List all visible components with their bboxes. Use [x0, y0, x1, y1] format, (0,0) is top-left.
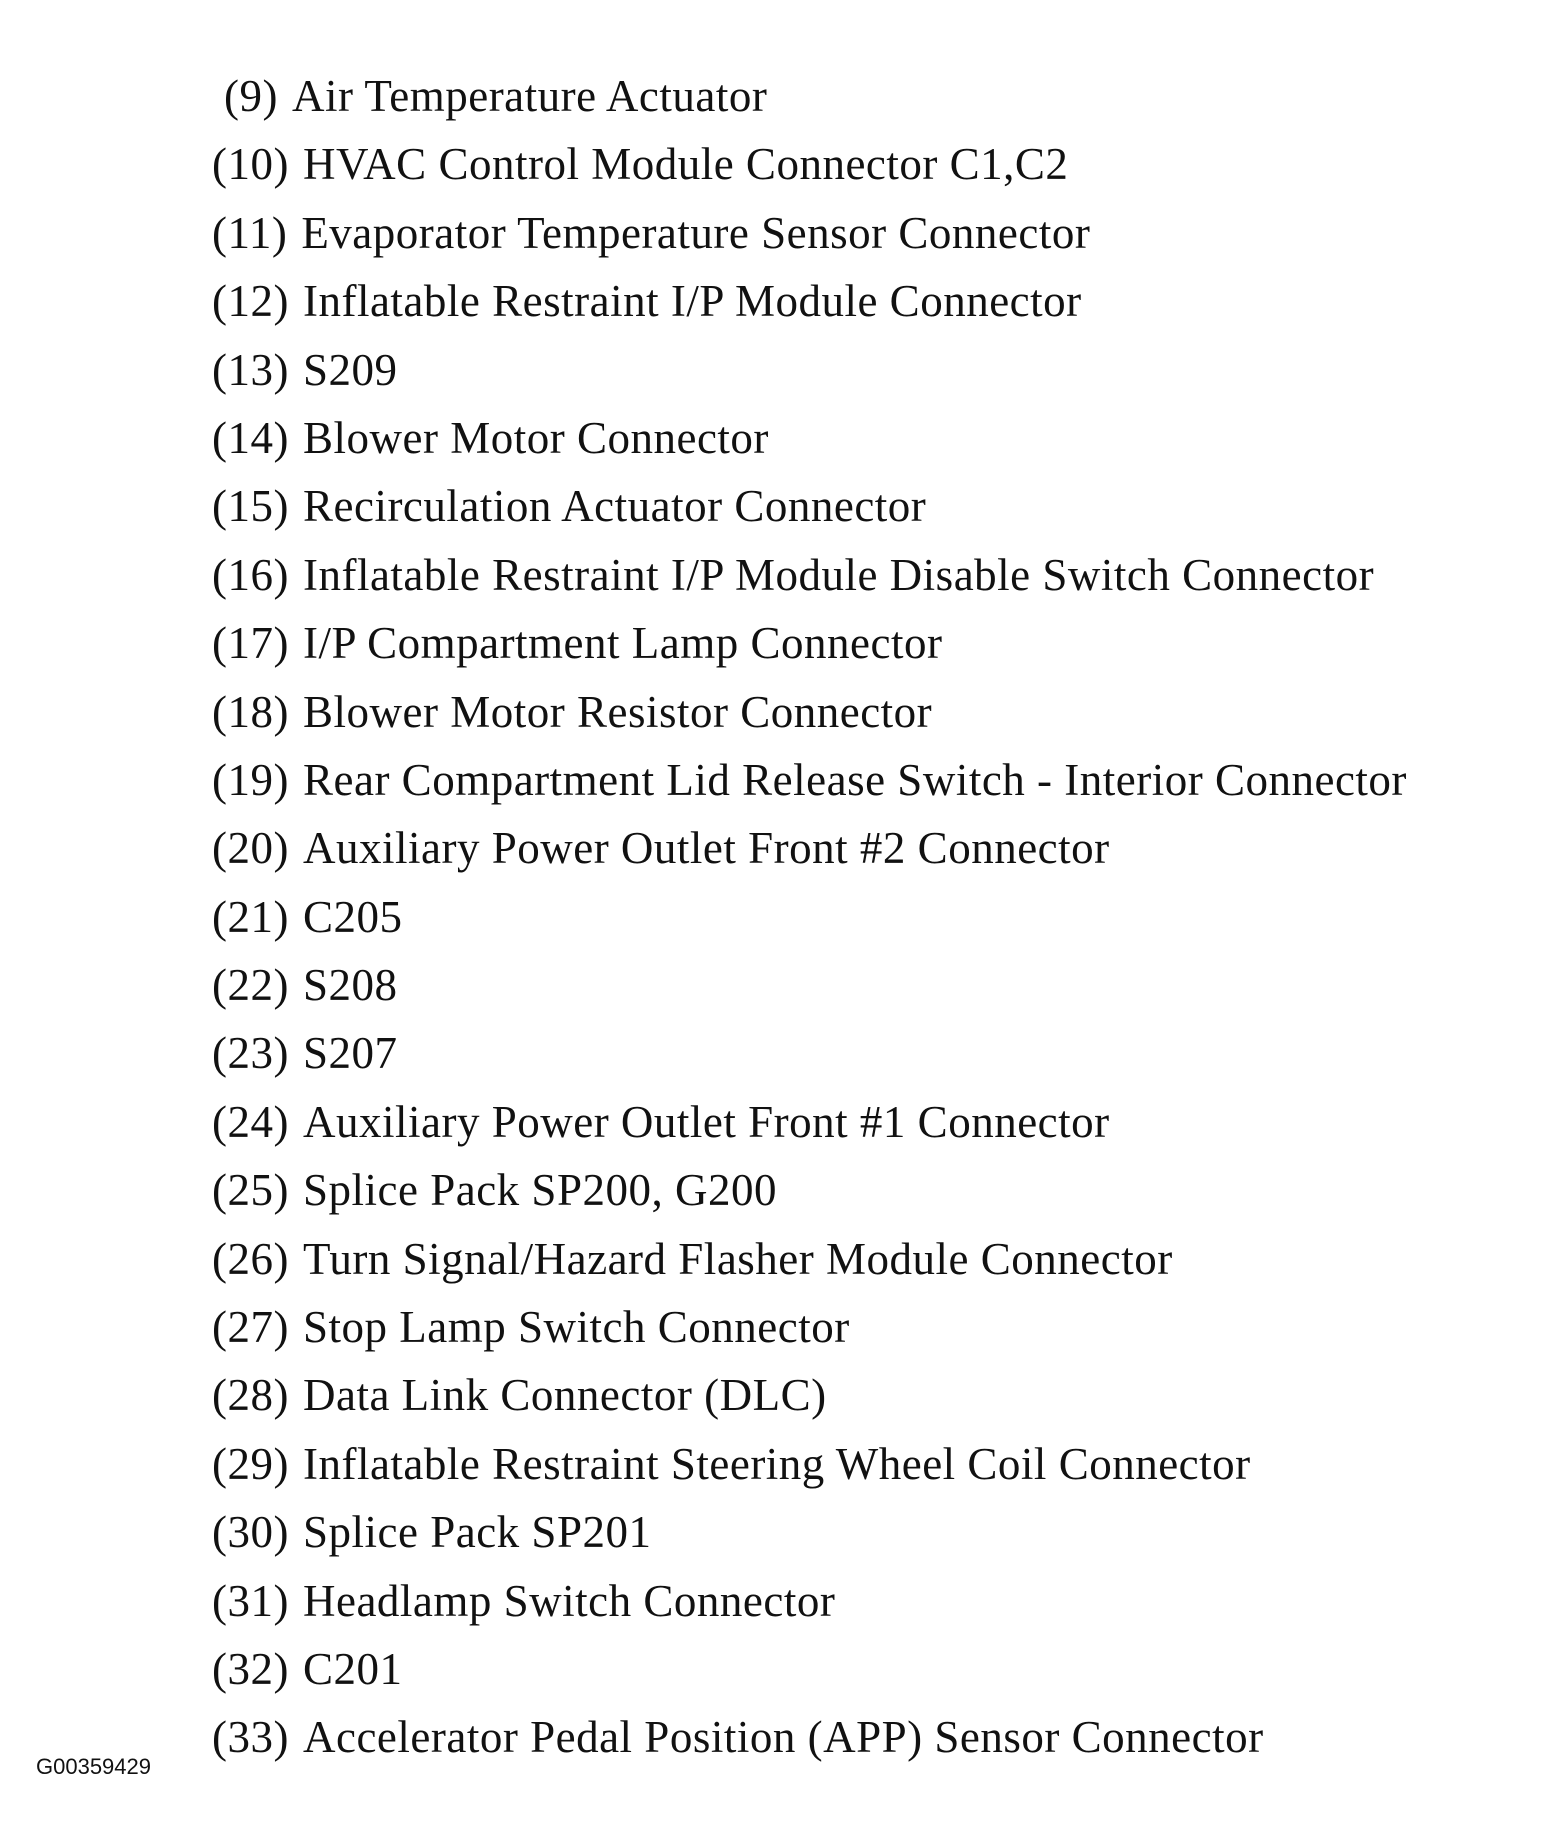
- legend-item-number: (17): [212, 618, 289, 669]
- legend-item-label: Auxiliary Power Outlet Front #1 Connector: [302, 1096, 1110, 1147]
- legend-item-number: (24): [212, 1096, 289, 1147]
- legend-item: [212, 1019, 1407, 1087]
- legend-item: [212, 130, 1407, 198]
- legend-item-number: (14): [212, 412, 289, 463]
- legend-item-number: (9): [224, 71, 278, 121]
- legend-item: [212, 678, 1407, 746]
- legend-item: [212, 1635, 1407, 1703]
- legend-item-label: Accelerator Pedal Position (APP) Sensor Connector: [302, 1712, 1264, 1763]
- legend-item-number: (26): [212, 1233, 289, 1284]
- legend-item: [212, 1293, 1407, 1361]
- legend-item-label: C205: [302, 891, 403, 942]
- legend-item-number: (20): [212, 823, 289, 874]
- legend-item-label: Rear Compartment Lid Release Switch - Interior Connector: [302, 754, 1407, 805]
- legend-item: [212, 1567, 1407, 1635]
- legend-item: [212, 336, 1407, 404]
- legend-item-label: Splice Pack SP200, G200: [302, 1165, 777, 1216]
- legend-item: [212, 541, 1407, 609]
- legend-item: [212, 267, 1407, 335]
- legend-item: [212, 1225, 1407, 1293]
- legend-item-label: HVAC Control Module Connector C1,C2: [302, 139, 1069, 190]
- legend-item-number: (16): [212, 549, 289, 600]
- legend-item-number: (33): [212, 1712, 289, 1763]
- legend-item: [212, 1156, 1407, 1224]
- legend-item-number: (19): [212, 754, 289, 805]
- legend-item-number: (29): [212, 1438, 289, 1489]
- legend-item-number: (23): [212, 1028, 289, 1079]
- legend-item-number: (11): [212, 207, 288, 258]
- legend-item: [212, 62, 1407, 130]
- legend-item-number: (15): [212, 481, 289, 532]
- legend-item-label: Headlamp Switch Connector: [302, 1575, 836, 1626]
- legend-item: [212, 746, 1407, 814]
- legend-item: [212, 1361, 1407, 1429]
- legend-item-label: S208: [302, 960, 398, 1011]
- legend-item-number: (30): [212, 1507, 289, 1558]
- legend-item-number: (13): [212, 344, 289, 395]
- legend-item: [212, 609, 1407, 677]
- legend-item-number: (21): [212, 891, 289, 942]
- legend-item-label: Data Link Connector (DLC): [302, 1370, 827, 1421]
- legend-item-label: Splice Pack SP201: [302, 1507, 652, 1558]
- legend-item: [212, 1430, 1407, 1498]
- legend-item-label: I/P Compartment Lamp Connector: [302, 618, 943, 669]
- legend-item-label: Stop Lamp Switch Connector: [302, 1302, 850, 1353]
- legend-item-label: Inflatable Restraint I/P Module Connector: [302, 276, 1082, 327]
- legend-item-label: Inflatable Restraint Steering Wheel Coil Connector: [302, 1438, 1251, 1489]
- legend-item: [212, 199, 1407, 267]
- legend-item: [212, 1088, 1407, 1156]
- legend-item-label: Blower Motor Connector: [302, 412, 769, 463]
- legend-item: [212, 404, 1407, 472]
- component-legend-list: [212, 62, 1407, 1772]
- legend-item-label: S207: [302, 1028, 398, 1079]
- legend-item-label: Evaporator Temperature Sensor Connector: [301, 207, 1091, 258]
- legend-item-label: Air Temperature Actuator: [291, 71, 768, 121]
- legend-item-label: C201: [302, 1643, 403, 1694]
- legend-item-label: S209: [302, 344, 398, 395]
- legend-item-number: (25): [212, 1165, 289, 1216]
- legend-item-label: Inflatable Restraint I/P Module Disable Switch Connector: [302, 549, 1375, 600]
- legend-item-number: (22): [212, 960, 289, 1011]
- legend-item: [212, 883, 1407, 951]
- legend-item-number: (28): [212, 1370, 289, 1421]
- legend-item-number: (31): [212, 1575, 289, 1626]
- legend-item-number: (32): [212, 1643, 289, 1694]
- legend-item: [212, 472, 1407, 540]
- legend-item-label: Recirculation Actuator Connector: [302, 481, 927, 532]
- legend-item-label: Auxiliary Power Outlet Front #2 Connector: [302, 823, 1110, 874]
- legend-item-label: Blower Motor Resistor Connector: [302, 686, 933, 737]
- legend-item-number: (27): [212, 1302, 289, 1353]
- figure-id: G00359429: [36, 1754, 151, 1779]
- legend-item: [212, 951, 1407, 1019]
- legend-item-number: (10): [212, 139, 289, 190]
- legend-item-number: (18): [212, 686, 289, 737]
- legend-item: [212, 814, 1407, 882]
- legend-item: [212, 1703, 1407, 1771]
- legend-item: [212, 1498, 1407, 1566]
- legend-item-label: Turn Signal/Hazard Flasher Module Connector: [302, 1233, 1173, 1284]
- legend-item-number: (12): [212, 276, 289, 327]
